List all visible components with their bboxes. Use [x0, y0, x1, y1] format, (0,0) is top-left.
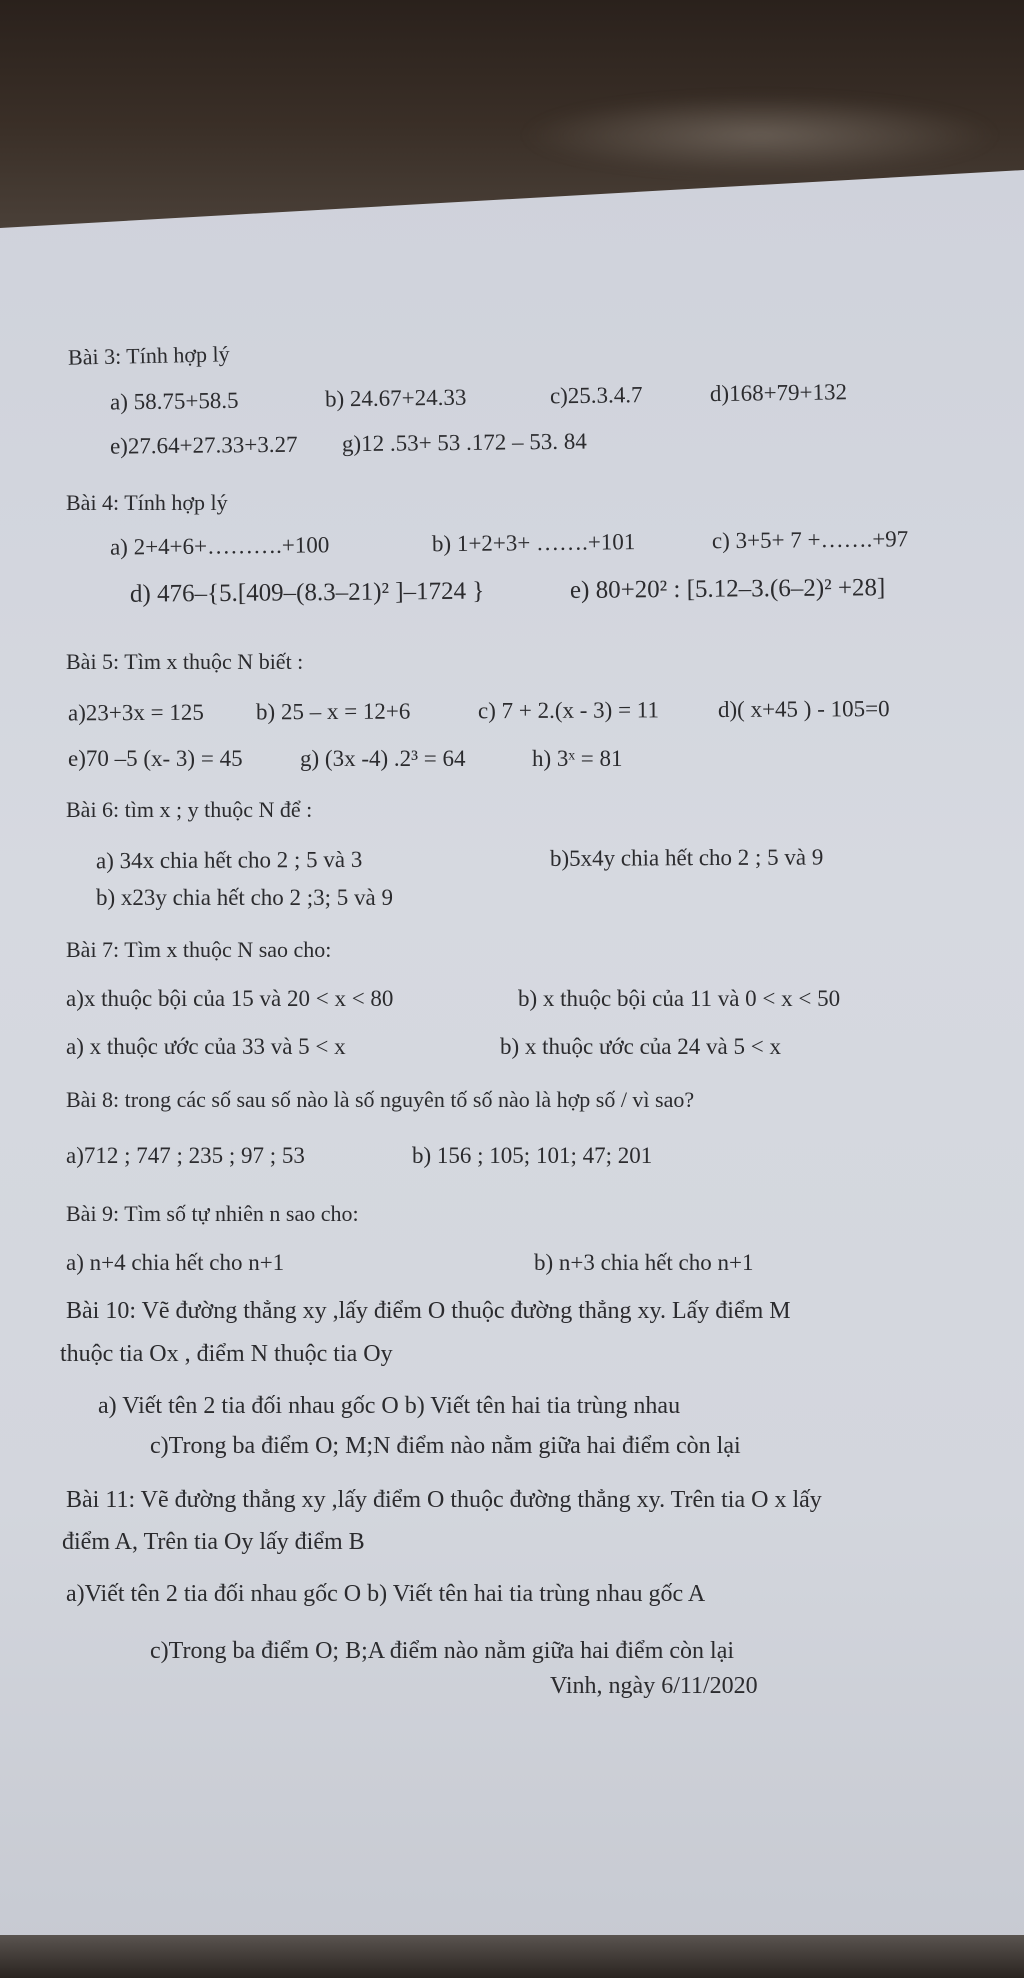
- bai5-h: h) 3ˣ = 81: [532, 746, 623, 771]
- bai4-d: d) 476–{5.[409–(8.3–21)² ]–1724 }: [129, 577, 485, 608]
- bai5-c: c) 7 + 2.(x - 3) = 11: [477, 697, 659, 724]
- bai4-row2: [130, 573, 990, 617]
- bai5-title: Bài 5: Tìm x thuộc N biết :: [66, 649, 304, 674]
- bai5-e: e)70 –5 (x- 3) = 45: [68, 746, 243, 771]
- bai3-b: b) 24.67+24.33: [324, 384, 467, 412]
- bai6-row1: [96, 844, 956, 879]
- footer-date: Vinh, ngày 6/11/2020: [550, 1673, 758, 1699]
- bai6-a: a) 34x chia hết cho 2 ; 5 và 3: [95, 846, 363, 874]
- bai6-b: b)5x4y chia hết cho 2 ; 5 và 9: [549, 844, 824, 871]
- bai9-title: Bài 9: Tìm số tự nhiên n sao cho:: [66, 1201, 359, 1226]
- bai9-a: a) n+4 chia hết cho n+1: [66, 1250, 285, 1275]
- bai5-row2: [68, 746, 768, 776]
- bai8-a: a)712 ; 747 ; 235 ; 97 ; 53: [66, 1143, 305, 1168]
- bai3-g: g)12 .53+ 53 .172 – 53. 84: [341, 428, 587, 457]
- bai7-a: a)x thuộc bội của 15 và 20 < x < 80: [66, 986, 394, 1011]
- bai7-row1: [66, 986, 966, 1016]
- bai9-b: b) n+3 chia hết cho n+1: [534, 1250, 754, 1275]
- bai3-a: a) 58.75+58.5: [109, 387, 239, 415]
- bai11-c: c)Trong ba điểm O; B;A điểm nào nằm giữa hai điểm còn lại: [150, 1638, 735, 1664]
- dark-background-bottom: [0, 1935, 1024, 1978]
- bai5-d: d)( x+45 ) - 105=0: [717, 696, 890, 722]
- bai11-line2: điểm A, Trên tia Oy lấy điểm B: [62, 1529, 365, 1555]
- bai7-row2: [66, 1034, 926, 1064]
- bai3-d: d)168+79+132: [709, 379, 848, 407]
- bai8-title: Bài 8: trong các số sau số nào là số nguyên tố số nào là hợp số / vì sao?: [66, 1087, 695, 1112]
- bai5-b: b) 25 – x = 12+6: [255, 698, 411, 725]
- bai4-e: e) 80+20² : [5.12–3.(6–2)² +28]: [569, 574, 886, 604]
- bai10-line2: thuộc tia Ox , điểm N thuộc tia Oy: [60, 1341, 393, 1367]
- bai5-g: g) (3x -4) .2³ = 64: [300, 746, 466, 771]
- bai7-title: Bài 7: Tìm x thuộc N sao cho:: [66, 937, 332, 962]
- bai10-a: a) Viết tên 2 tia đối nhau gốc O b) Viết tên hai tia trùng nhau: [98, 1393, 681, 1419]
- bai4-a: a) 2+4+6+……….+100: [109, 532, 330, 560]
- bai11-line1: Bài 11: Vẽ đường thẳng xy ,lấy điểm O thuộc đường thẳng xy. Trên tia O x lấy: [66, 1487, 822, 1513]
- bai7-b2: b) x thuộc ước của 24 và 5 < x: [500, 1034, 781, 1059]
- bai7-b: b) x thuộc bội của 11 và 0 < x < 50: [518, 986, 841, 1011]
- bai9-row1: [66, 1250, 926, 1280]
- bai4-b: b) 1+2+3+ …….+101: [431, 529, 636, 557]
- bai10-c: c)Trong ba điểm O; M;N điểm nào nằm giữa hai điểm còn lại: [150, 1433, 741, 1459]
- bai4-title: Bài 4: Tính hợp lý: [66, 490, 228, 515]
- bai3-c: c)25.3.4.7: [549, 382, 643, 409]
- bai4-c: c) 3+5+ 7 +…….+97: [711, 526, 909, 554]
- bai6-title: Bài 6: tìm x ; y thuộc N để :: [66, 797, 313, 822]
- bai10-line1: Bài 10: Vẽ đường thẳng xy ,lấy điểm O thuộc đường thẳng xy. Lấy điểm M: [66, 1298, 791, 1324]
- bai8-row1: [66, 1143, 766, 1173]
- background-smudge: [520, 95, 1000, 175]
- bai5-a: a)23+3x = 125: [67, 699, 204, 726]
- bai8-b: b) 156 ; 105; 101; 47; 201: [412, 1143, 653, 1168]
- bai11-a: a)Viết tên 2 tia đối nhau gốc O b) Viết tên hai tia trùng nhau gốc A: [66, 1581, 706, 1607]
- bai5-row1: [68, 696, 968, 731]
- bai6-b2: b) x23y chia hết cho 2 ;3; 5 và 9: [96, 885, 394, 910]
- bai3-title: Bài 3: Tính hợp lý: [67, 341, 230, 370]
- bai7-a2: a) x thuộc ước của 33 và 5 < x: [66, 1034, 346, 1059]
- bai3-e: e)27.64+27.33+3.27: [109, 431, 298, 459]
